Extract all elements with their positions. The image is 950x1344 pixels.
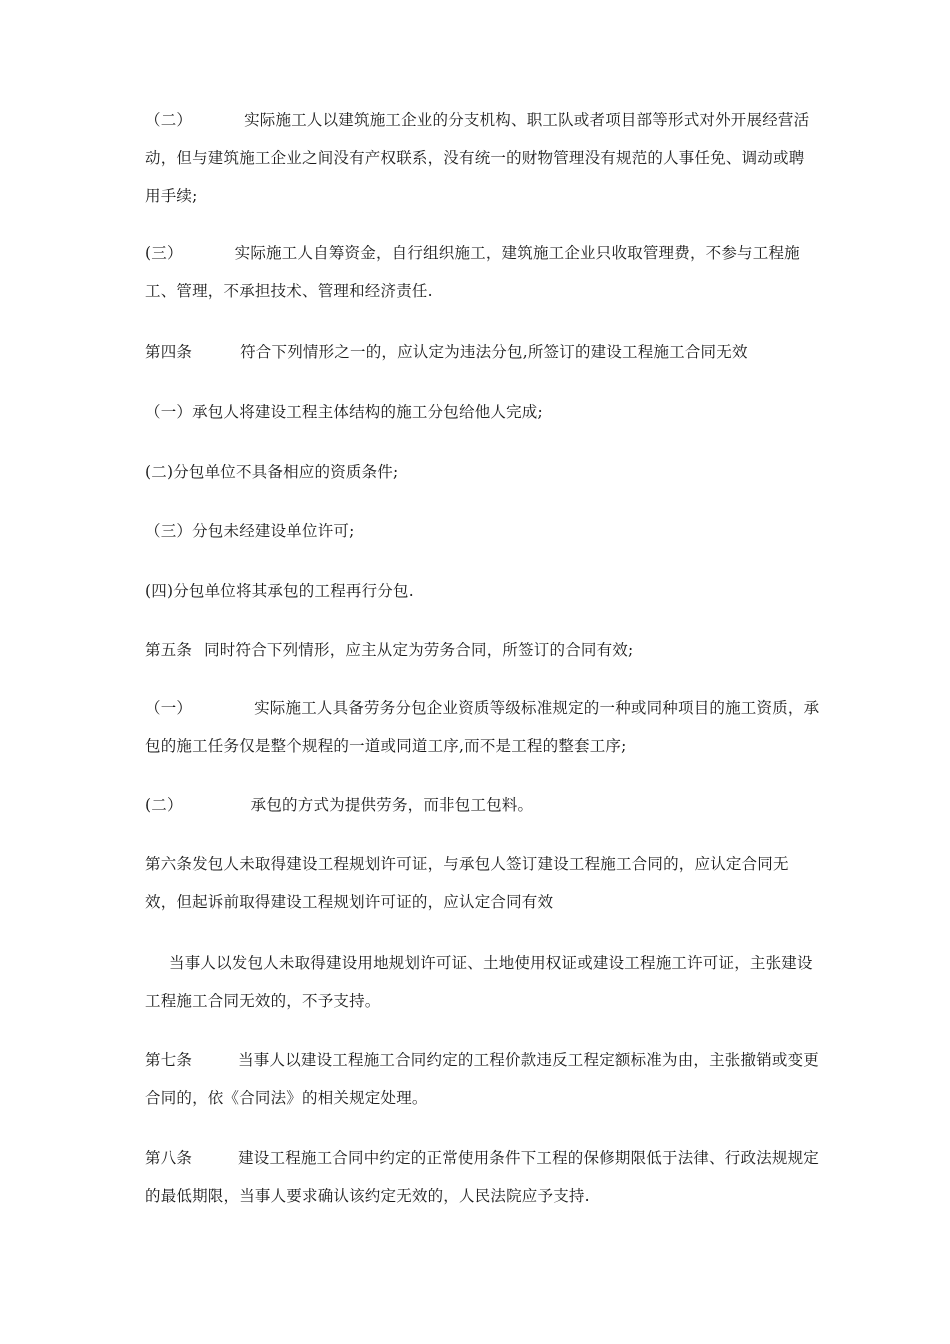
paragraph-13 [145, 1041, 820, 1117]
clause-label: （一） [145, 699, 193, 717]
article-label: 第八条 [145, 1149, 193, 1167]
clause-label: （一） [145, 403, 193, 421]
paragraph-text: 分包未经建设单位许可; [192, 522, 355, 540]
paragraph-text: 承包人将建设工程主体结构的施工分包给他人完成; [192, 403, 543, 421]
clause-label: （三） [145, 522, 193, 540]
article-label: 第七条 [145, 1051, 193, 1069]
clause-label: (二) [145, 463, 174, 481]
paragraph-9 [145, 689, 820, 765]
paragraph-text: 当事人以发包人未取得建设用地规划许可证、土地使用权证或建设工程施工许可证，主张建设工程施工合同无效的，不予支持。 [145, 954, 813, 1010]
article-label: 第四条 [145, 343, 193, 361]
paragraph-text: 建设工程施工合同中约定的正常使用条件下工程的保修期限低于法律、行政法规规定的最低期限，当事人要求确认该约定无效的，人民法院应予支持. [145, 1149, 820, 1205]
paragraph-text: 分包单位将其承包的工程再行分包. [173, 582, 414, 600]
paragraph-text: 同时符合下列情形，应主从定为劳务合同，所签订的合同有效; [204, 641, 634, 659]
paragraph-text: 承包的方式为提供劳务，而非包工包料。 [250, 796, 534, 814]
paragraph-2 [145, 234, 820, 310]
paragraph-text: 符合下列情形之一的，应认定为违法分包,所签订的建设工程施工合同无效 [240, 343, 748, 361]
paragraph-6 [145, 512, 820, 550]
paragraph-text: 实际施工人以建筑施工企业的分支机构、职工队或者项目部等形式对外开展经营活动，但与建筑施工企业之间没有产权联系，没有统一的财物管理没有规范的人事任免、调动或聘用手续; [145, 111, 810, 205]
paragraph-11 [145, 845, 820, 921]
paragraph-text: 第六条发包人未取得建设工程规划许可证，与承包人签订建设工程施工合同的，应认定合同无效，但起诉前取得建设工程规划许可证的，应认定合同有效 [145, 855, 789, 911]
paragraph-text: 实际施工人自筹资金，自行组织施工，建筑施工企业只收取管理费，不参与工程施工、管理，不承担技术、管理和经济责任. [145, 244, 800, 300]
article-label: 第五条 [145, 641, 193, 659]
paragraph-text: 当事人以建设工程施工合同约定的工程价款违反工程定额标准为由，主张撤销或变更合同的，依《合同法》的相关规定处理。 [145, 1051, 820, 1107]
paragraph-8 [145, 631, 820, 669]
paragraph-10 [145, 786, 820, 824]
clause-label: (四) [145, 582, 174, 600]
clause-label: (二） [145, 796, 183, 814]
paragraph-text: 分包单位不具备相应的资质条件; [173, 463, 399, 481]
clause-label: （二） [145, 111, 193, 129]
clause-label: (三） [145, 244, 183, 262]
paragraph-7 [145, 572, 820, 610]
paragraph-4 [145, 393, 820, 431]
paragraph-14 [145, 1139, 820, 1215]
paragraph-3 [145, 333, 820, 371]
paragraph-text: 实际施工人具备劳务分包企业资质等级标准规定的一种或同种项目的施工资质，承包的施工任务仅是整个规程的一道或同道工序,而不是工程的整套工序; [145, 699, 820, 755]
paragraph-5 [145, 453, 820, 491]
paragraph-1 [145, 101, 820, 215]
paragraph-12 [145, 944, 820, 1020]
